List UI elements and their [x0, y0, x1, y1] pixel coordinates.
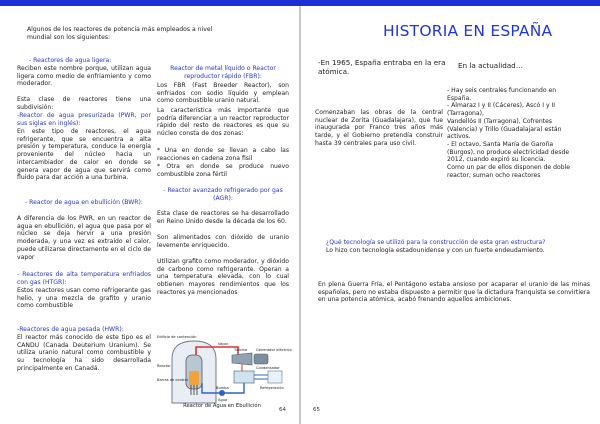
heading-agr: - Reactor avanzado refrigerado por gas (AGR): [163, 187, 283, 202]
para-zone-fisil: * Una en donde se llevan a cabo las reacciones en cadena zona fisil [157, 147, 289, 162]
para-characteristic: La característica más importante que podría diferenciar a un reactor reproductor rápido del resto de reactores es que su núcleo consta de dos zonas: [157, 107, 289, 138]
figure-label: Refrigeración [260, 386, 284, 390]
para-agr-3: Utilizan grafito como moderador, y dióxido de carbono como refrigerante. Operan a una temperatura elevada, con lo cual obtienen mayores rendimientos que los reactores ya mencionados [157, 258, 289, 296]
para-zone-fertil: * Otra en donde se produce nuevo combustible zona fértil [157, 163, 289, 178]
figure-caption: Reactor de Agua en Ebullición [183, 403, 261, 409]
figure-label: Edificio de contención [157, 335, 197, 339]
turbine [232, 353, 252, 365]
cooling-source [268, 371, 282, 383]
figure-label: Generador eléctrico [256, 348, 292, 352]
figure-label: Agua [218, 398, 228, 402]
generator [254, 354, 268, 364]
figure-label: Vapor [218, 342, 229, 346]
figure-label: Barras de control [157, 378, 188, 382]
para-agr-1: Esta clase de reactores se ha desarrollado en Reino Unido desde la década de los 60. [157, 210, 289, 225]
para-subdivision: Esta clase de reactores tiene una subdivisión: [17, 96, 151, 111]
para-bwr: A diferencia de los PWR, en un reactor de agua en ebullición, el agua que pasa por el núcleo se deja hervir a una presión moderada, y una vez es extraído el calor, puede utilizarse directamente en el ciclo de vapor [17, 215, 151, 261]
para-active-plants: - Hay seis centrales funcionando en España. - Almaraz I y II (Cáceres), Ascó I y II (Tarragona), Vandellós II (Tarragona), Cofrentes (Valencia) y Trillo (Guadalajara) están activos. - El octavo, Santa María de Garoña (Burgos), no produce electricidad desde 2012, cuando expiró su licencia. Como un par de ellos disponen de doble reactor, suman ocho reactores [447, 87, 571, 179]
heading-htgr: - Reactores de alta temperatura enfriados con gas (HTGR): [17, 271, 151, 286]
para-zorita: Comenzaban las obras de la central nuclear de Zorita (Guadalajara), que fue inaugurada por Franco tres años más tarde, y el Gobierno pretendía construir hasta 39 centrales para uso civil. [315, 109, 443, 147]
heading-bwr: - Reactor de agua en ebullición (BWR): [25, 199, 143, 206]
page-title: HISTORIA EN ESPAÑA [383, 22, 553, 40]
page-number-left: 64 [279, 407, 286, 413]
para-agr-2: Son alimentados con dióxido de uranio levemente enriquecido. [157, 234, 289, 249]
page-gutter [299, 6, 301, 424]
figure-label: Bomba [216, 386, 229, 390]
question-text: ¿Qué tecnología se utilizó para la construcción de esta gran estructura? [326, 239, 546, 246]
answer-text: Lo hizo con tecnología estadounidense y con un fuerte endeudamiento. [326, 247, 545, 254]
para-hwr: El reactor más conocido de este tipo es el CANDU (Canada Deuterium Uranium). Se utiliza uranio natural como combustible y su tecnología ha sido desarrollada principalmente en Canadá. [17, 334, 151, 372]
heading-pwr: -Reactor de agua presurizada (PWR, por sus siglas en inglés): [17, 112, 151, 127]
para-pwr: En este tipo de reactores, el agua refrigerante, que se encuentra a alta presión y temperatura, conduce la energía proveniente del núcleo hacia un intercambiador de calor en donde se genera vapor de agua que servirá como fluido para dar acción a una turbina. [17, 128, 151, 182]
para-guerra-fria: En plena Guerra Fría, el Pentágono estaba ansioso por acaparar el uranio de las minas españolas, pero no estaba dispuesto a permitir que la dictadura franquista se convirtiera en una potencia atómica, acabó frenando aquellos ambiciones. [318, 281, 590, 304]
para-light-water: Reciben este nombre porque, utilizan agua ligera como medio de enfriamiento y como moderador. [17, 65, 151, 88]
para-htgr: Estos reactores usan como refrigerante gas helio, y una mezcla de grafito y uranio como combustible [17, 287, 151, 310]
heading-hwr: -Reactores de agua pesada (HWR): [17, 326, 124, 333]
heading-fbr: Reactor de metal líquido o Reactor reproductor rápido (FBR): [170, 65, 276, 80]
heading-actualidad: En la actualidad… [458, 61, 523, 70]
figure-label: Condensador [256, 366, 280, 370]
page-number-right: 65 [313, 407, 320, 413]
para-fbr: Los FBR (Fast Breeder Reactor), son enfriados con sodio líquido y emplean como combustible uranio natural. [157, 82, 289, 105]
heading-light-water: - Reactores de agua ligera: [29, 57, 112, 64]
intro-text: Algunos de los reactores de potencia más empleados a nivel mundial son los siguientes: [27, 26, 213, 41]
reactor-core [189, 371, 199, 385]
figure-label: Reactor [157, 364, 171, 368]
pump [219, 390, 225, 396]
bwr-reactor-diagram [156, 333, 292, 405]
lead-1965: -En 1965, España entraba en la era atómica. [318, 58, 446, 76]
condenser [234, 371, 254, 383]
figure-label: Turbina [234, 348, 248, 352]
